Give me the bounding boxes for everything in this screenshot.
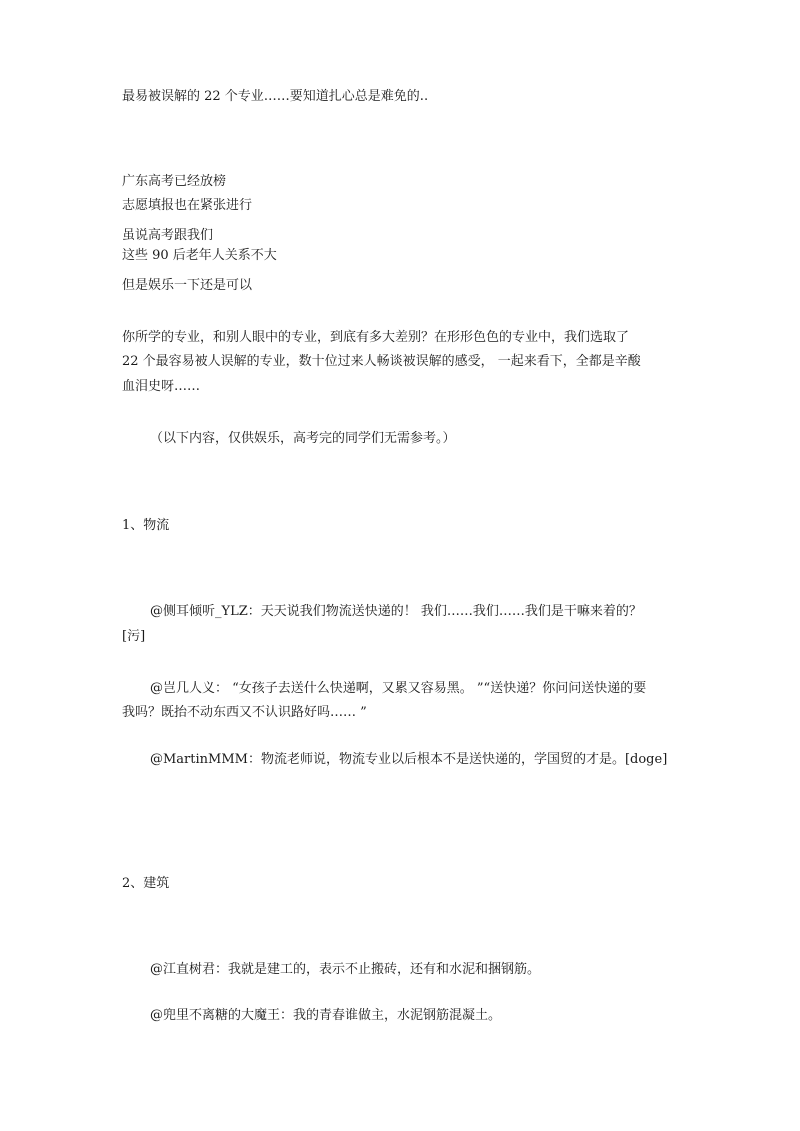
comment-line: @兜里不离糖的大魔王：我的青春谁做主，水泥钢筋混凝土。 xyxy=(150,1008,502,1023)
intro-line-3: 虽说高考跟我们 xyxy=(122,228,214,243)
section-heading: 1、物流 xyxy=(122,518,170,533)
intro-line-1: 广东高考已经放榜 xyxy=(122,174,227,189)
comment-line: @MartinMMM：物流老师说，物流专业以后根本不是送快递的，学国贸的才是。[doge] xyxy=(150,752,668,767)
paragraph-line-2: 22 个最容易被人误解的专业，数十位过来人畅谈被误解的感受， 一起来看下，全都是辛酸 xyxy=(122,354,641,369)
paragraph-line-3: 血泪史呀…… xyxy=(122,379,201,394)
title-line: 最易被误解的 22 个专业……要知道扎心总是难免的.. xyxy=(122,89,429,104)
intro-line-5: 但是娱乐一下还是可以 xyxy=(122,278,253,293)
comment-line: @江直树君：我就是建工的，表示不止搬砖，还有和水泥和捆钢筋。 xyxy=(150,962,541,977)
comment-line: [污] xyxy=(122,629,146,644)
intro-line-4: 这些 90 后老年人关系不大 xyxy=(122,248,277,263)
comment-line: 我吗？既抬不动东西又不认识路好吗…… ” xyxy=(122,705,367,720)
intro-line-2: 志愿填报也在紧张进行 xyxy=(122,198,253,213)
paragraph-line-1: 你所学的专业，和别人眼中的专业，到底有多大差别？在形形色色的专业中，我们选取了 xyxy=(122,330,630,345)
comment-line: @侧耳倾听_YLZ：天天说我们物流送快递的！ 我们……我们……我们是干嘛来着的？ xyxy=(150,604,642,619)
section-heading: 2、建筑 xyxy=(122,876,170,891)
note-line: （以下内容，仅供娱乐，高考完的同学们无需参考。） xyxy=(150,431,456,446)
comment-line: @岂几人义： “女孩子去送什么快递啊，又累又容易黑。 ”“送快递？你问问送快递的要 xyxy=(150,681,647,696)
